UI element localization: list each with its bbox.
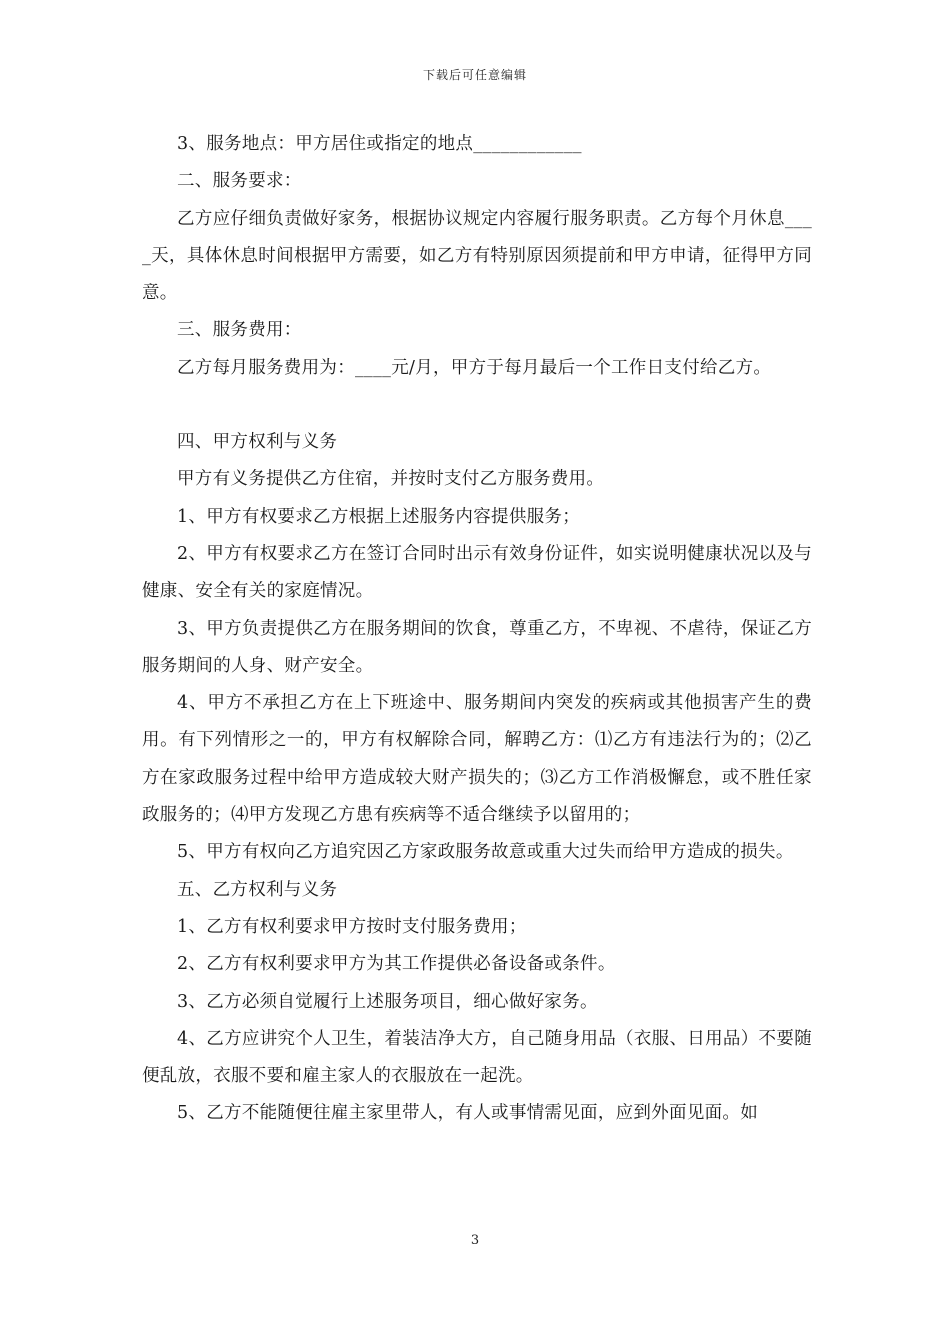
clause-b-4: 4、乙方应讲究个人卫生，着装洁净大方，自己随身用品（衣服、日用品）不要随便乱放，衣服不要和雇主家人的衣服放在一起洗。 (142, 1028, 812, 1087)
clause-b-5: 5、乙方不能随便往雇主家里带人，有人或事情需见面，应到外面见面。如 (177, 1103, 759, 1124)
clause-a-3: 3、甲方负责提供乙方在服务期间的饮食，尊重乙方，不卑视、不虐待，保证乙方服务期间的人身、财产安全。 (142, 618, 812, 676)
paragraph-service-location: 3、服务地点：甲方居住或指定的地点____________ (177, 134, 582, 154)
clause-a-1: 1、甲方有权要求乙方根据上述服务内容提供服务； (177, 506, 581, 527)
paragraph-party-a-duty: 甲方有义务提供乙方住宿，并按时支付乙方服务费用。 (177, 469, 605, 490)
clause-b-3: 3、乙方必须自觉履行上述服务项目，细心做好家务。 (177, 991, 598, 1012)
heading-party-a-rights: 四、甲方权利与义务 (177, 432, 338, 453)
clause-a-4: 4、甲方不承担乙方在上下班途中、服务期间内突发的疾病或其他损害产生的费用。有下列情形之一的，甲方有权解除合同，解聘乙方：⑴乙方有违法行为的；⑵乙方在家政服务过程中给甲方造成较大财产损失的；⑶乙方工作消极懈怠，或不胜任家政服务的；⑷甲方发现乙方患有疾病等不适合继续予以留用的； (142, 693, 812, 826)
clause-a-5: 5、甲方有权向乙方追究因乙方家政服务故意或重大过失而给甲方造成的损失。 (177, 842, 794, 863)
clause-b-1: 1、乙方有权利要求甲方按时支付服务费用； (177, 916, 527, 937)
page-number: 3 (470, 1233, 480, 1248)
heading-service-requirements: 二、服务要求： (177, 171, 302, 192)
paragraph-service-requirements: 乙方应仔细负责做好家务，根据协议规定内容履行服务职责。乙方每个月休息____天，具体休息时间根据甲方需要，如乙方有特别原因须提前和甲方申请，征得甲方同意。 (142, 208, 812, 304)
clause-a-2: 2、甲方有权要求乙方在签订合同时出示有效身份证件，如实说明健康状况以及与健康、安全有关的家庭情况。 (142, 543, 812, 602)
page-header: 下载后可任意编辑 (422, 68, 527, 82)
heading-service-fees: 三、服务费用： (177, 320, 302, 341)
section-spacer (142, 387, 812, 424)
clause-b-2: 2、乙方有权利要求甲方为其工作提供必备设备或条件。 (177, 954, 616, 975)
document-body (142, 126, 812, 1133)
paragraph-service-fees: 乙方每月服务费用为：____元/月，甲方于每月最后一个工作日支付给乙方。 (177, 357, 772, 378)
heading-party-b-rights: 五、乙方权利与义务 (177, 879, 338, 900)
